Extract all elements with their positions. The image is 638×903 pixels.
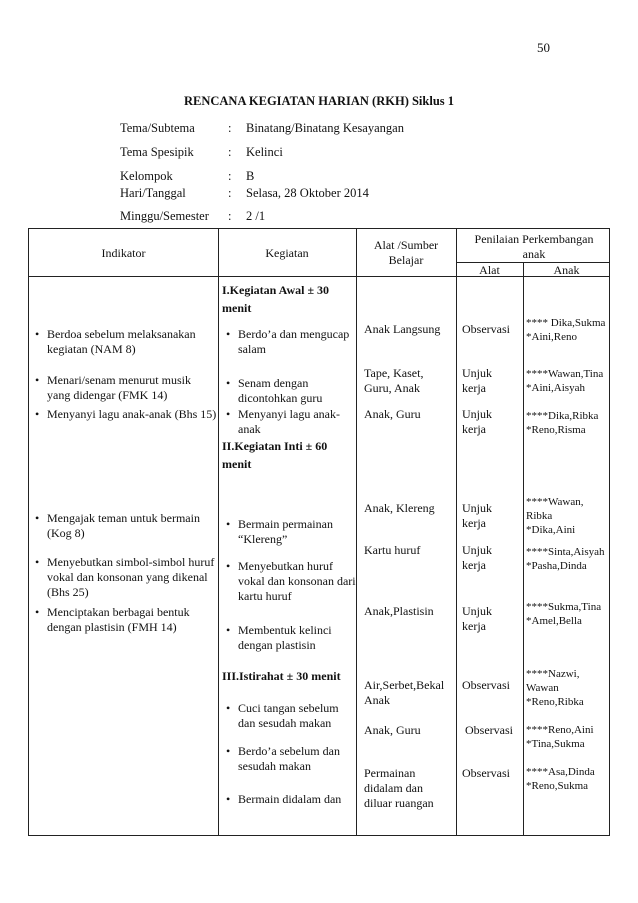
bullet-icon: • <box>35 327 40 341</box>
kegiatan-text: Cuci tangan sebelum dan sesudah makan <box>238 701 339 730</box>
header-kegiatan: Kegiatan <box>265 246 309 260</box>
meta-colon: : <box>228 121 232 135</box>
kegiatan-item <box>226 327 358 357</box>
meta-label: Minggu/Semester <box>120 209 209 223</box>
indikator-item <box>35 605 217 635</box>
meta-label: Tema Spesipik <box>120 145 194 159</box>
kegiatan-item <box>226 792 364 807</box>
alat-penilaian-cell: Observasi <box>462 766 510 780</box>
kegiatan-item <box>226 623 358 653</box>
alat-penilaian-cell: Unjuk kerja <box>462 543 492 572</box>
kegiatan-text: Menyanyi lagu anak-anak <box>238 407 340 436</box>
kegiatan-item <box>226 376 358 406</box>
indikator-text: Menciptakan berbagai bentuk dengan plastisin (FMH 14) <box>47 605 190 634</box>
bullet-icon: • <box>35 407 40 421</box>
kegiatan-text: Membentuk kelinci dengan plastisin <box>238 623 332 652</box>
kegiatan-text: Senam dengan dicontohkan guru <box>238 376 323 405</box>
alat-sumber-cell: Anak, Klereng <box>364 501 435 515</box>
header-indikator: Indikator <box>101 246 146 260</box>
indikator-text: Berdoa sebelum melaksanakan kegiatan (NAM 8) <box>47 327 196 356</box>
kegiatan-text: Menyebutkan huruf vokal dan konsonan dari kartu huruf <box>238 559 356 603</box>
anak-cell: ****Sukma,Tina *Amel,Bella <box>526 601 602 627</box>
alat-sumber-cell: Anak, Guru <box>364 723 421 737</box>
header-penilaian: Penilaian Perkembangan anak <box>474 232 594 261</box>
alat-penilaian-cell: Observasi <box>462 678 510 692</box>
kegiatan-inti-heading: II.Kegiatan Inti ± 60 menit <box>222 439 328 471</box>
kegiatan-item <box>226 744 358 774</box>
kegiatan-item <box>226 701 358 731</box>
anak-cell: **** Dika,Sukma *Aini,Reno <box>526 317 606 343</box>
header-alat-sumber: Alat /Sumber Belajar <box>373 238 439 267</box>
column-divider <box>523 262 524 836</box>
indikator-item <box>35 327 217 357</box>
kegiatan-item <box>226 407 360 437</box>
kegiatan-text: Berdo’a dan mengucap salam <box>238 327 350 356</box>
column-divider <box>218 229 219 836</box>
kegiatan-text: Berdo’a sebelum dan sesudah makan <box>238 744 340 773</box>
bullet-icon: • <box>226 744 231 758</box>
meta-label: Kelompok <box>120 169 173 183</box>
meta-value: Binatang/Binatang Kesayangan <box>246 121 404 135</box>
bullet-icon: • <box>35 555 40 569</box>
meta-value: Selasa, 28 Oktober 2014 <box>246 186 369 200</box>
meta-colon: : <box>228 145 232 159</box>
page-number: 50 <box>537 40 550 55</box>
bullet-icon: • <box>226 327 231 341</box>
header-alat: Alat <box>479 263 500 277</box>
document-title: RENCANA KEGIATAN HARIAN (RKH) Siklus 1 <box>183 94 455 108</box>
indikator-text: Menyebutkan simbol-simbol huruf vokal dan konsonan yang dikenal (Bhs 25) <box>47 555 215 599</box>
alat-sumber-cell: Tape, Kaset, Guru, Anak <box>364 366 424 395</box>
alat-penilaian-cell: Observasi <box>465 723 513 737</box>
bullet-icon: • <box>35 605 40 619</box>
alat-penilaian-cell: Unjuk kerja <box>462 366 492 395</box>
bullet-icon: • <box>226 792 231 806</box>
kegiatan-text: Bermain permainan “Klereng” <box>238 517 333 546</box>
meta-value: 2 /1 <box>246 209 266 223</box>
bullet-icon: • <box>226 517 231 531</box>
bullet-icon: • <box>35 511 40 525</box>
bullet-icon: • <box>226 407 231 421</box>
meta-colon: : <box>228 186 232 200</box>
alat-penilaian-cell: Unjuk kerja <box>462 501 492 530</box>
meta-label: Hari/Tanggal <box>120 186 186 200</box>
header-anak: Anak <box>553 263 580 277</box>
anak-cell: ****Sinta,Aisyah *Pasha,Dinda <box>526 546 605 572</box>
bullet-icon: • <box>226 623 231 637</box>
kegiatan-awal-heading: I.Kegiatan Awal ± 30 menit <box>222 283 330 315</box>
meta-colon: : <box>228 209 232 223</box>
alat-sumber-cell: Air,Serbet,Bekal Anak <box>364 678 445 707</box>
alat-penilaian-cell: Unjuk kerja <box>462 407 492 436</box>
bullet-icon: • <box>226 559 231 573</box>
indikator-item <box>35 407 217 422</box>
anak-cell: ****Asa,Dinda *Reno,Sukma <box>526 766 595 792</box>
alat-sumber-cell: Kartu huruf <box>364 543 421 557</box>
meta-colon: : <box>228 169 232 183</box>
indikator-text: Mengajak teman untuk bermain (Kog 8) <box>47 511 200 540</box>
meta-label: Tema/Subtema <box>120 121 195 135</box>
kegiatan-item <box>226 559 358 604</box>
anak-cell: ****Wawan,Tina *Aini,Aisyah <box>526 368 604 394</box>
kegiatan-item <box>226 517 358 547</box>
alat-sumber-cell: Anak,Plastisin <box>364 604 434 618</box>
column-divider <box>456 229 457 836</box>
meta-value: B <box>246 169 255 183</box>
bullet-icon: • <box>35 373 40 387</box>
anak-cell: ****Reno,Aini *Tina,Sukma <box>526 724 594 750</box>
meta-value: Kelinci <box>246 145 283 159</box>
rkh-table <box>28 228 610 836</box>
indikator-item <box>35 555 217 600</box>
alat-penilaian-cell: Unjuk kerja <box>462 604 492 633</box>
kegiatan-istirahat-heading: III.Istirahat ± 30 menit <box>222 669 341 683</box>
alat-sumber-cell: Permainan didalam dan diluar ruangan <box>364 766 434 810</box>
alat-penilaian-cell: Observasi <box>462 322 510 336</box>
indikator-text: Menyanyi lagu anak-anak (Bhs 15) <box>47 407 217 421</box>
indikator-item <box>35 373 217 403</box>
anak-cell: ****Wawan, Ribka *Dika,Aini <box>526 496 584 536</box>
bullet-icon: • <box>226 376 231 390</box>
alat-sumber-cell: Anak Langsung <box>364 322 441 336</box>
indikator-item <box>35 511 217 541</box>
bullet-icon: • <box>226 701 231 715</box>
anak-cell: ****Nazwi, Wawan *Reno,Ribka <box>526 668 584 708</box>
kegiatan-text: Bermain didalam dan <box>238 792 342 806</box>
anak-cell: ****Dika,Ribka *Reno,Risma <box>526 410 599 436</box>
alat-sumber-cell: Anak, Guru <box>364 407 421 421</box>
indikator-text: Menari/senam menurut musik yang didengar (FMK 14) <box>47 373 191 402</box>
